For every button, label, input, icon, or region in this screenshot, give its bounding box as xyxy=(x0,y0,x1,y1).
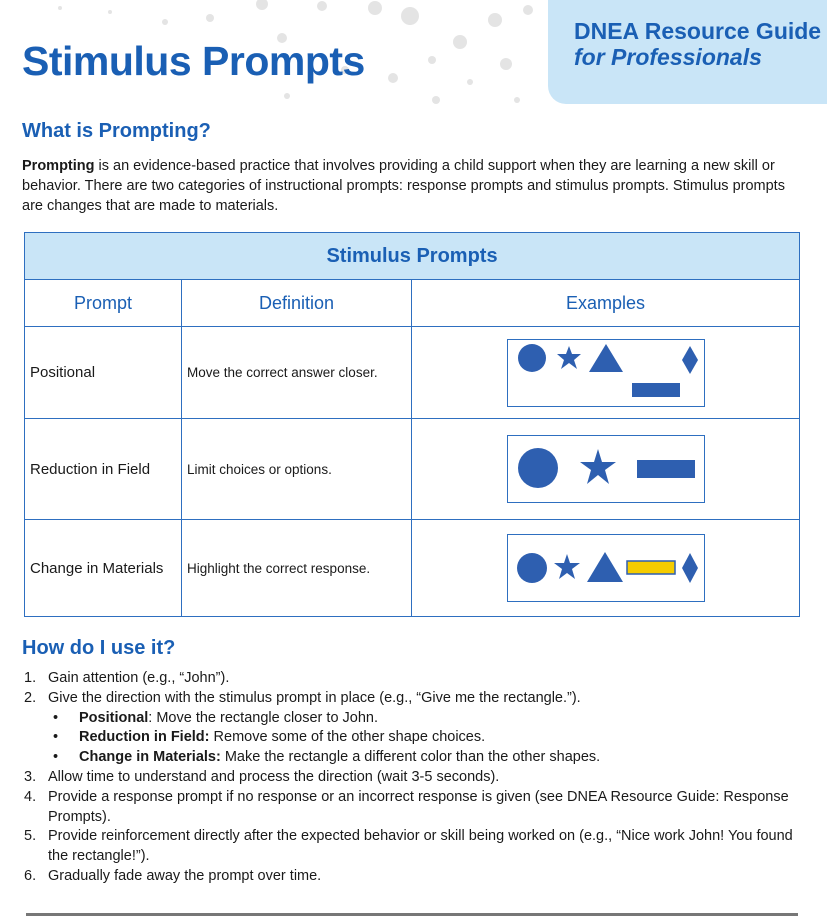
list-item xyxy=(22,788,812,828)
table-row xyxy=(25,419,800,520)
section-heading-what: What is Prompting? xyxy=(22,120,211,142)
intro-lead-term: Prompting xyxy=(22,158,95,174)
sub-step-text: : Move the rectangle closer to John. xyxy=(148,709,379,726)
row-example xyxy=(412,327,800,419)
step-text: Provide a response prompt if no response or an incorrect response is given (see DNEA Resource Guide: Response Prompts). xyxy=(48,788,789,825)
row-example xyxy=(412,520,800,617)
step-text: Allow time to understand and process the direction (wait 3-5 seconds). xyxy=(48,768,500,785)
sub-step-text: Remove some of the other shape choices. xyxy=(209,729,486,746)
bullet: • xyxy=(53,729,59,746)
resource-guide-banner xyxy=(548,0,827,104)
step-number: 4. xyxy=(24,788,37,805)
sub-step-term: Positional xyxy=(79,709,149,726)
bullet: • xyxy=(53,749,59,766)
column-header-definition: Definition xyxy=(182,280,412,327)
row-example xyxy=(412,419,800,520)
sub-step-text: Make the rectangle a different color than the other shapes. xyxy=(220,749,601,766)
list-item xyxy=(22,827,812,867)
list-item xyxy=(22,709,812,729)
row-prompt: Reduction in Field xyxy=(25,419,182,520)
step-number: 2. xyxy=(24,689,37,706)
step-text: Provide reinforcement directly after the expected behavior or skill being worked on (e.g., “Nice work John! You found the rectangle!”). xyxy=(48,828,793,865)
step-text: Gain attention (e.g., “John”). xyxy=(48,670,230,686)
sub-step-term: Reduction in Field: xyxy=(79,729,210,746)
step-number: 5. xyxy=(24,828,37,845)
column-header-prompt: Prompt xyxy=(25,280,182,327)
step-number: 6. xyxy=(24,867,37,884)
row-prompt: Positional xyxy=(25,327,182,419)
sub-step-term: Change in Materials: xyxy=(79,749,221,766)
intro-body: is an evidence-based practice that involves providing a child support when they are learning a new skill or behavior. There are two categories of instructional prompts: response prompts and stimulus prompts. Stimulus prompts are changes that are made to materials. xyxy=(22,158,785,214)
banner-line-1: DNEA Resource Guide xyxy=(574,18,822,44)
list-item xyxy=(22,768,812,788)
step-text: Gradually fade away the prompt over time. xyxy=(48,867,322,884)
usage-steps-list xyxy=(22,669,812,887)
page-title: Stimulus Prompts xyxy=(22,38,365,84)
row-definition: Move the correct answer closer. xyxy=(182,327,412,419)
positional-example-icon xyxy=(507,339,705,407)
list-item xyxy=(22,689,812,709)
step-text: Give the direction with the stimulus prompt in place (e.g., “Give me the rectangle.”). xyxy=(48,689,581,706)
row-definition: Limit choices or options. xyxy=(182,419,412,520)
table-title: Stimulus Prompts xyxy=(25,233,800,280)
column-header-examples: Examples xyxy=(412,280,800,327)
reduction-in-field-example-icon xyxy=(507,435,705,503)
table-row xyxy=(25,520,800,617)
list-item xyxy=(22,867,812,887)
section-heading-how: How do I use it? xyxy=(22,637,176,659)
stimulus-prompts-table xyxy=(24,232,800,617)
row-prompt: Change in Materials xyxy=(25,520,182,617)
list-item xyxy=(22,748,812,768)
step-number: 1. xyxy=(24,670,37,686)
list-item xyxy=(22,669,812,689)
change-in-materials-example-icon xyxy=(507,534,705,602)
banner-line-2: for Professionals xyxy=(574,44,762,70)
intro-paragraph xyxy=(22,156,802,216)
footer-divider xyxy=(26,913,798,916)
bullet: • xyxy=(53,709,59,726)
list-item xyxy=(22,728,812,748)
row-definition: Highlight the correct response. xyxy=(182,520,412,617)
step-number: 3. xyxy=(24,768,37,785)
table-row xyxy=(25,327,800,419)
